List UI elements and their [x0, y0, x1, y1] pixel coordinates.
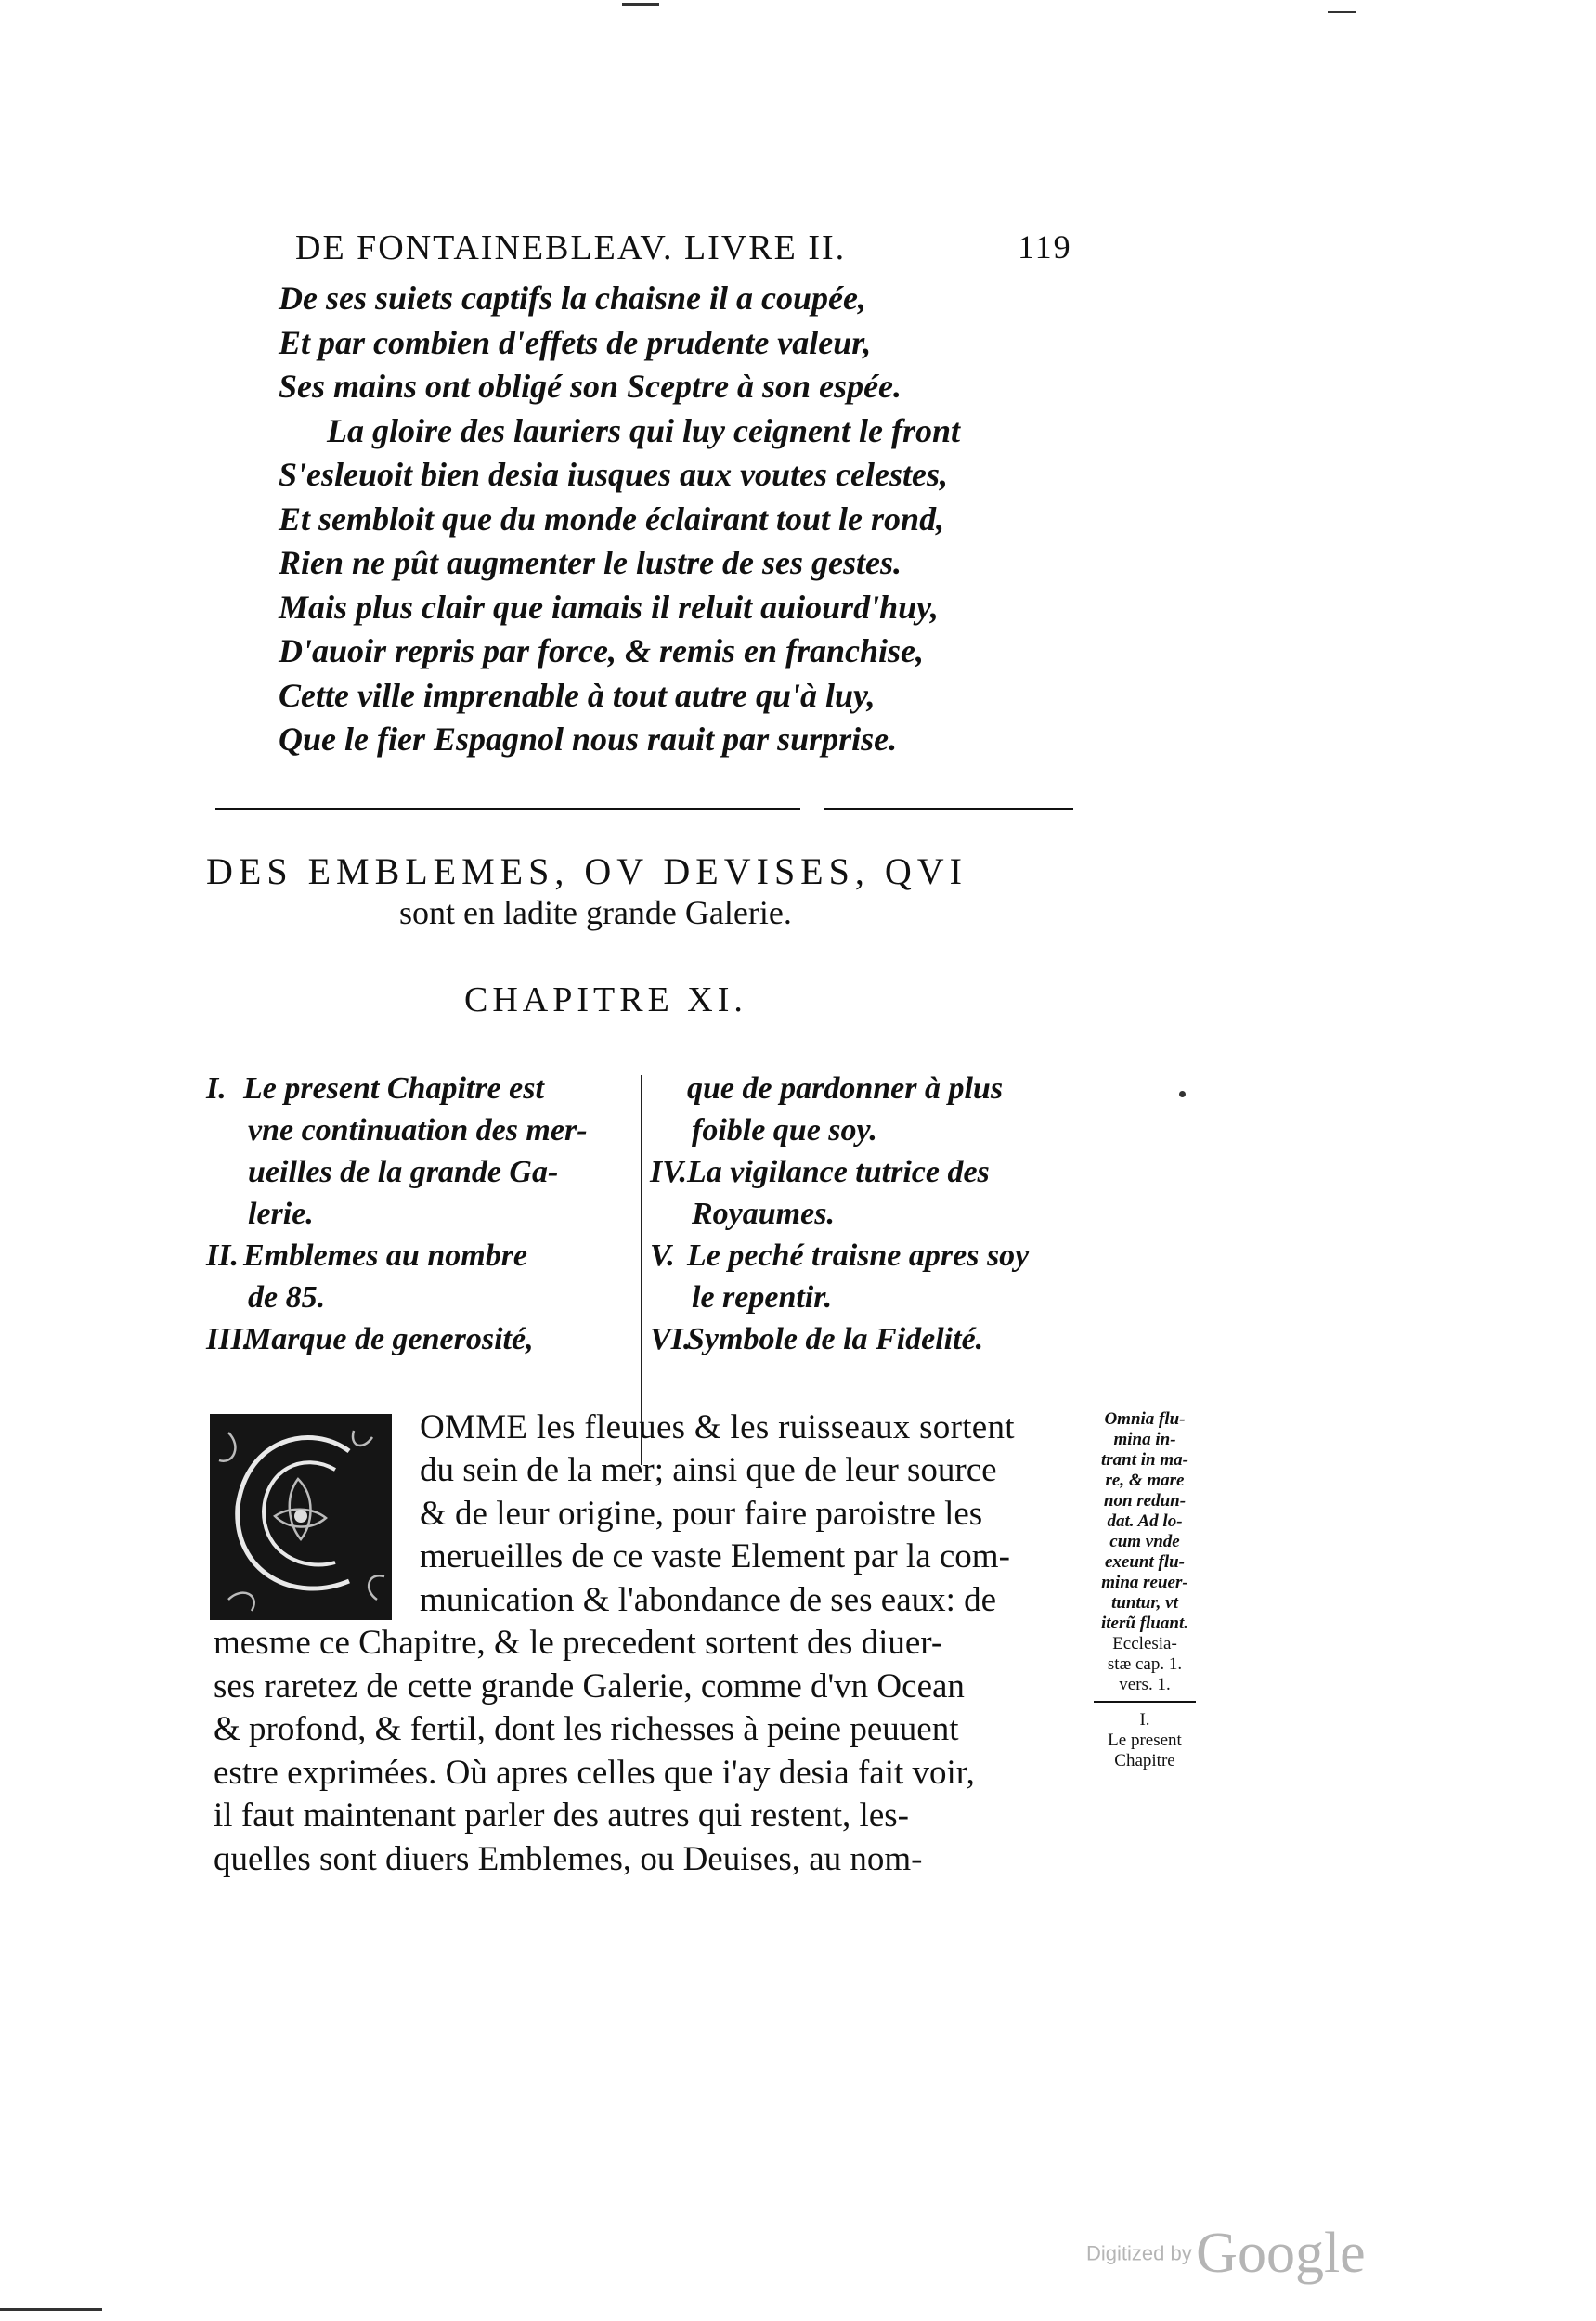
print-mark	[1328, 11, 1356, 13]
margin-line: trant in ma-	[1101, 1450, 1188, 1470]
margin-rule	[1094, 1701, 1196, 1703]
section-rule-left	[215, 808, 800, 810]
body-line: merueilles de ce vaste Element par la com-	[420, 1537, 1010, 1575]
summary-entry	[206, 1068, 638, 1235]
chapter-heading: CHAPITRE XI.	[464, 980, 747, 1019]
poem-line: Cette ville imprenable à tout autre qu'à luy,	[279, 676, 876, 714]
margin-line: mina in-	[1113, 1430, 1176, 1449]
margin-line: exeunt flu-	[1104, 1552, 1186, 1572]
summary-entry	[650, 1068, 1105, 1151]
entry-text: Symbole de la Fidelité.	[687, 1322, 984, 1356]
entry-continuation: ueilles de la grande Ga-	[248, 1155, 559, 1189]
poem-line: La gloire des lauriers qui luy ceignent le front	[327, 411, 961, 449]
margin-line: Omnia flu-	[1104, 1409, 1186, 1429]
entry-number: IV.	[650, 1155, 688, 1189]
digitized-watermark	[1086, 2221, 1366, 2287]
margin-line: Le present	[1108, 1731, 1182, 1750]
entry-number: I.	[206, 1071, 227, 1106]
margin-line: tuntur, vt	[1111, 1593, 1178, 1613]
margin-note-number: I.	[1139, 1710, 1150, 1730]
body-line: quelles sont diuers Emblemes, ou Deuises, au nom-	[214, 1840, 923, 1878]
entry-number: II.	[206, 1238, 239, 1273]
ornamental-initial-c	[210, 1414, 392, 1620]
poem-line: De ses suiets captifs la chaisne il a coupée,	[279, 279, 866, 317]
entry-continuation: lerie.	[248, 1197, 314, 1231]
margin-line: mina reuer-	[1101, 1573, 1188, 1592]
running-title: DE FONTAINEBLEAV. LIVRE II.	[295, 228, 847, 267]
poem-line: Mais plus clair que iamais il reluit auiourd'huy,	[279, 588, 939, 626]
body-line: du sein de la mer; ainsi que de leur source	[420, 1451, 997, 1489]
body-line: munication & l'abondance de ses eaux: de	[420, 1581, 997, 1619]
body-line: ses raretez de cette grande Galerie, comme d'vn Ocean	[214, 1667, 965, 1705]
margin-line: dat. Ad lo-	[1107, 1511, 1183, 1531]
poem-line: Et sembloit que du monde éclairant tout le rond,	[279, 499, 945, 538]
poem-line: S'esleuoit bien desia iusques aux voutes celestes,	[279, 456, 949, 493]
summary-entry	[650, 1235, 1105, 1318]
body-line: il faut maintenant parler des autres qui restent, les-	[214, 1796, 909, 1835]
entry-text: Marque de generosité,	[243, 1322, 534, 1356]
margin-line: Chapitre	[1114, 1751, 1175, 1770]
watermark-prefix: Digitized by	[1086, 2241, 1192, 2265]
entry-text: Le present Chapitre est	[243, 1071, 544, 1106]
entry-text: que de pardonner à plus	[687, 1071, 1004, 1106]
section-title: DES EMBLEMES, OV DEVISES, QVI	[206, 850, 967, 892]
section-rule-right	[824, 808, 1073, 810]
print-mark	[0, 2308, 102, 2311]
poem-line: D'auoir repris par force, & remis en franchise,	[279, 632, 925, 669]
margin-line: non redun-	[1103, 1491, 1187, 1511]
entry-number: VI.	[650, 1322, 692, 1356]
summary-column-left	[206, 1068, 638, 1360]
entry-continuation: le repentir.	[692, 1280, 833, 1315]
page-number: 119	[1018, 228, 1072, 266]
margin-line: Ecclesia-	[1112, 1634, 1177, 1653]
watermark-brand: Google	[1196, 2222, 1366, 2285]
running-header	[295, 227, 1084, 283]
poem-line: Rien ne pût augmenter le lustre de ses gestes.	[279, 544, 902, 581]
margin-line: cum vnde	[1109, 1532, 1180, 1551]
print-mark	[1179, 1091, 1186, 1097]
summary-entry	[206, 1318, 638, 1360]
entry-continuation: Royaumes.	[692, 1197, 835, 1231]
margin-line: re, & mare	[1105, 1471, 1185, 1490]
entry-continuation: vne continuation des mer-	[248, 1113, 588, 1148]
summary-entry	[650, 1318, 1105, 1360]
margin-line: iterũ fluant.	[1101, 1614, 1188, 1633]
body-line: OMME les fleuues & les ruisseaux sortent	[420, 1408, 1015, 1446]
print-mark	[622, 3, 659, 6]
body-line: & de leur origine, pour faire paroistre les	[420, 1495, 983, 1533]
poem-line: Et par combien d'effets de prudente valeur,	[279, 323, 872, 361]
entry-number: V.	[650, 1238, 675, 1273]
entry-continuation: de 85.	[248, 1280, 326, 1315]
body-line: estre exprimées. Où apres celles que i'ay desia fait voir,	[214, 1754, 975, 1792]
summary-column-right	[650, 1068, 1105, 1360]
poem-line: Que le fier Espagnol nous rauit par surprise.	[279, 720, 898, 758]
section-subtitle: sont en ladite grande Galerie.	[399, 894, 792, 931]
ornament-icon	[210, 1414, 392, 1620]
poem-line: Ses mains ont obligé son Sceptre à son espée.	[279, 368, 902, 405]
summary-entry	[206, 1235, 638, 1318]
margin-note	[1084, 1409, 1205, 1771]
entry-text: Le peché traisne apres soy	[687, 1238, 1030, 1273]
entry-text: La vigilance tutrice des	[687, 1155, 990, 1189]
entry-number: III.	[206, 1322, 252, 1356]
poem-stanza	[279, 277, 1096, 762]
body-line: & profond, & fertil, dont les richesses à peine peuuent	[214, 1710, 959, 1748]
entry-continuation: foible que soy.	[692, 1113, 877, 1148]
margin-line: vers. 1.	[1119, 1675, 1171, 1694]
summary-entry	[650, 1151, 1105, 1235]
entry-text: Emblemes au nombre	[243, 1238, 528, 1273]
margin-line: stæ cap. 1.	[1107, 1654, 1183, 1674]
body-line: mesme ce Chapitre, & le precedent sortent des diuer-	[214, 1624, 943, 1662]
